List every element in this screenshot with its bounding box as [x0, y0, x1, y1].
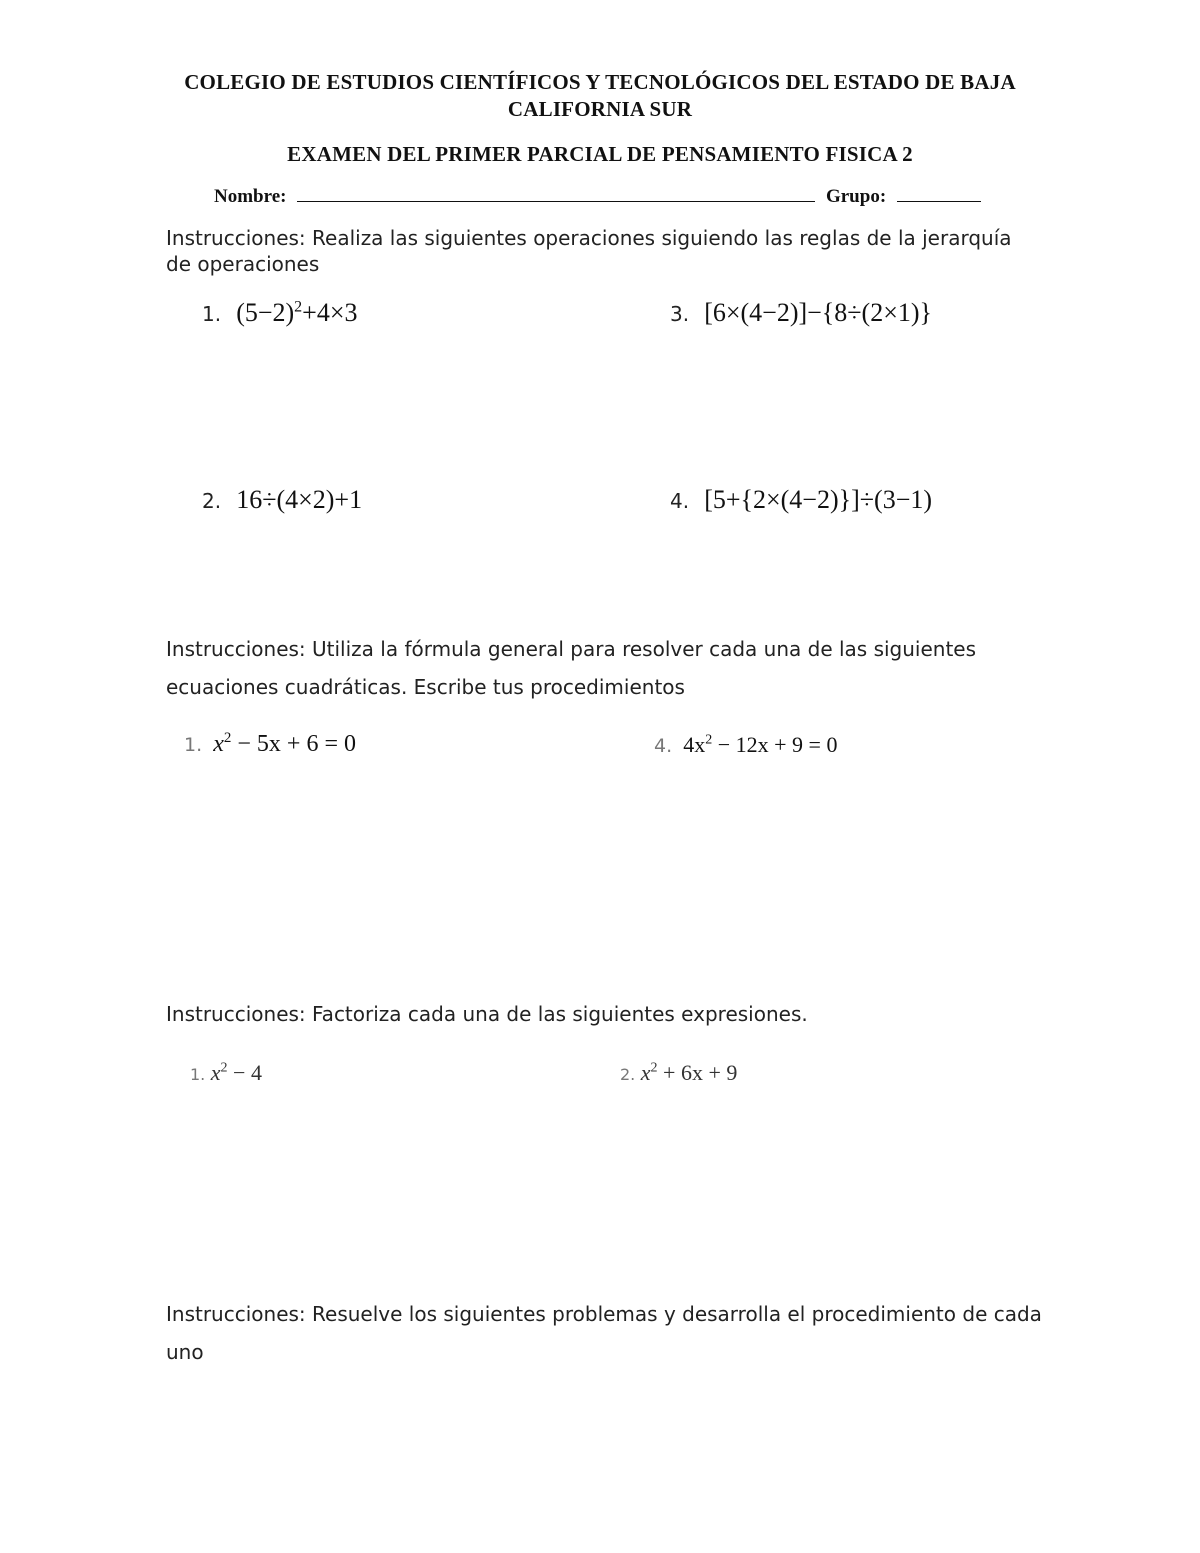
name-group-row [214, 183, 981, 208]
exercise-number: 1. [202, 302, 222, 326]
fragment-number: 2. [620, 1065, 636, 1084]
exercise-expression: [5+{2×(4−2)}]÷(3−1) [704, 485, 933, 514]
equation-4 [654, 732, 837, 758]
eq-tail: − 12x + 9 = 0 [712, 732, 838, 757]
exercise-expression: [6×(4−2)]−{8÷(2×1)} [704, 298, 933, 327]
eq-exponent: 2 [223, 730, 232, 746]
exercise-3 [670, 298, 932, 328]
eq-lead: x [213, 731, 224, 757]
eq-tail: − 5x + 6 = 0 [231, 731, 356, 757]
exam-title: EXAMEN DEL PRIMER PARCIAL DE PENSAMIENTO FISICA 2 [287, 142, 913, 166]
expr-base: (5−2) [236, 298, 295, 327]
equation-expression [213, 731, 356, 757]
exercise-2 [202, 485, 362, 515]
exercise-number: 2. [202, 489, 222, 513]
clipped-expression-1 [190, 1060, 262, 1086]
group-field[interactable] [897, 183, 981, 202]
exercise-expression: 16÷(4×2)+1 [236, 485, 363, 514]
school-name-line1: COLEGIO DE ESTUDIOS CIENTÍFICOS Y TECNOLÓGICOS DEL ESTADO DE BAJA [184, 70, 1016, 94]
fragment-exponent: 2 [650, 1060, 658, 1076]
fragment-lead: x [210, 1060, 221, 1085]
fragment-exponent: 2 [220, 1060, 228, 1076]
fragment-tail: + 6x + 9 [657, 1060, 738, 1085]
exercise-number: 3. [670, 302, 690, 326]
eq-exponent: 2 [705, 732, 713, 748]
expr-exponent: 2 [294, 298, 303, 316]
fragment-lead: x [640, 1060, 651, 1085]
section1-instructions: Instrucciones: Realiza las siguientes operaciones siguiendo las reglas de la jerarquía de operaciones [166, 226, 1012, 276]
exercise-1 [202, 298, 358, 328]
equation-number: 4. [654, 735, 673, 757]
fragment-number: 1. [190, 1065, 206, 1084]
clipped-expression-2 [620, 1060, 737, 1086]
exercise-number: 4. [670, 489, 690, 513]
clipped-expressions [180, 1060, 800, 1085]
exercise-expression [236, 298, 357, 327]
section3-instructions: Instrucciones: Factoriza cada una de las siguientes expresiones. [166, 1002, 808, 1026]
equation-1 [184, 730, 356, 758]
fragment-tail: − 4 [227, 1060, 262, 1085]
equation-number: 1. [184, 734, 203, 756]
expr-tail: +4×3 [302, 298, 358, 327]
school-name-line2: CALIFORNIA SUR [507, 97, 693, 121]
name-label: Nombre: [214, 186, 287, 207]
name-field[interactable] [297, 183, 815, 202]
section4-instructions: Instrucciones: Resuelve los siguientes problemas y desarrolla el procedimiento de cada uno [166, 1302, 1042, 1364]
equation-expression [683, 732, 837, 757]
section2-instructions: Instrucciones: Utiliza la fórmula general para resolver cada una de las siguientes ecuaciones cuadráticas. Escribe tus procedimientos [166, 637, 977, 699]
exercise-4 [670, 485, 932, 515]
eq-lead: 4x [683, 732, 706, 757]
group-label: Grupo: [825, 186, 887, 207]
